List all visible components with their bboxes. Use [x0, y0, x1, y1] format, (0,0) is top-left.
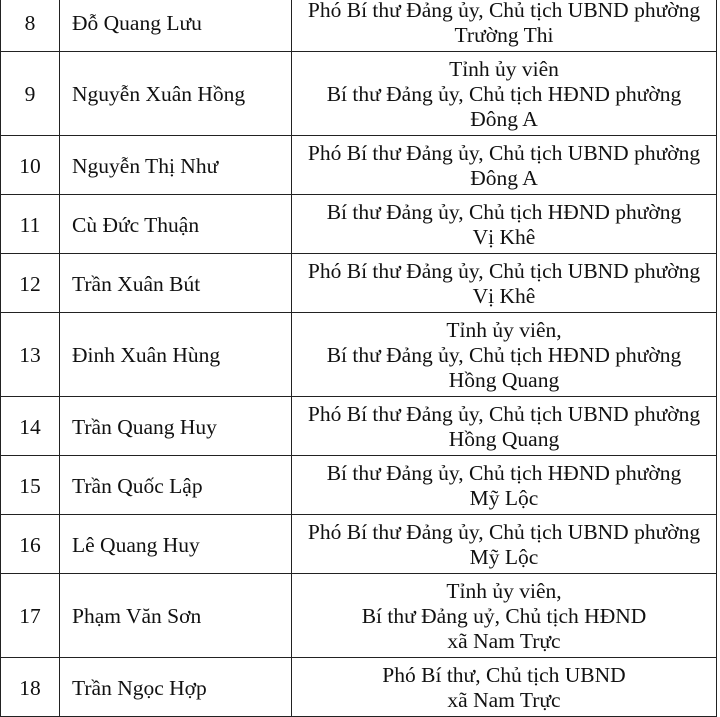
position-line: Phó Bí thư Đảng ủy, Chủ tịch UBND phường [307, 259, 701, 283]
table-row [1, 195, 717, 254]
person-name: Lê Quang Huy [60, 515, 292, 574]
position-line: Bí thư Đảng uỷ, Chủ tịch HĐND [361, 604, 647, 628]
row-number: 12 [1, 254, 60, 313]
row-number: 18 [1, 658, 60, 717]
position-line: Tỉnh ủy viên, [446, 318, 562, 342]
row-number: 10 [1, 136, 60, 195]
position-cell [292, 515, 717, 574]
position-cell [292, 195, 717, 254]
position-cell [292, 397, 717, 456]
table-row [1, 456, 717, 515]
table-row [1, 574, 717, 658]
position-line: Vị Khê [472, 284, 536, 308]
position-line: xã Nam Trực [447, 688, 561, 712]
position-line: Phó Bí thư Đảng ủy, Chủ tịch UBND phường [307, 141, 701, 165]
row-number: 13 [1, 313, 60, 397]
person-name: Nguyễn Thị Như [60, 136, 292, 195]
position-line: Đông A [470, 107, 538, 131]
row-number: 8 [1, 0, 60, 52]
table-row [1, 658, 717, 717]
position-line: Tỉnh ủy viên [449, 57, 559, 81]
table-row [1, 136, 717, 195]
table-row [1, 397, 717, 456]
position-line: xã Nam Trực [447, 629, 561, 653]
row-number: 9 [1, 52, 60, 136]
table-row [1, 515, 717, 574]
position-line: Đông A [470, 166, 538, 190]
row-number: 14 [1, 397, 60, 456]
position-line: Bí thư Đảng ủy, Chủ tịch HĐND phường [326, 200, 682, 224]
position-cell [292, 313, 717, 397]
position-line: Mỹ Lộc [469, 545, 539, 569]
person-name: Đinh Xuân Hùng [60, 313, 292, 397]
position-cell [292, 658, 717, 717]
position-cell [292, 574, 717, 658]
position-cell [292, 0, 717, 52]
position-line: Phó Bí thư Đảng ủy, Chủ tịch UBND phường [307, 0, 701, 22]
position-line: Trường Thi [454, 23, 554, 47]
person-name: Phạm Văn Sơn [60, 574, 292, 658]
person-name: Nguyễn Xuân Hồng [60, 52, 292, 136]
row-number: 16 [1, 515, 60, 574]
person-name: Cù Đức Thuận [60, 195, 292, 254]
position-line: Phó Bí thư Đảng ủy, Chủ tịch UBND phường [307, 520, 701, 544]
person-name: Trần Quốc Lập [60, 456, 292, 515]
person-name: Đỗ Quang Lưu [60, 0, 292, 52]
position-line: Phó Bí thư Đảng ủy, Chủ tịch UBND phường [307, 402, 701, 426]
position-line: Tỉnh ủy viên, [446, 579, 562, 603]
position-line: Bí thư Đảng ủy, Chủ tịch HĐND phường [326, 343, 682, 367]
personnel-table-body [1, 0, 717, 717]
person-name: Trần Xuân Bút [60, 254, 292, 313]
position-line: Mỹ Lộc [469, 486, 539, 510]
position-line: Phó Bí thư, Chủ tịch UBND [382, 663, 626, 687]
row-number: 11 [1, 195, 60, 254]
position-cell [292, 136, 717, 195]
table-row [1, 254, 717, 313]
position-line: Hồng Quang [448, 427, 560, 451]
table-row [1, 52, 717, 136]
person-name: Trần Quang Huy [60, 397, 292, 456]
position-line: Vị Khê [472, 225, 536, 249]
row-number: 15 [1, 456, 60, 515]
person-name: Trần Ngọc Hợp [60, 658, 292, 717]
position-line: Bí thư Đảng ủy, Chủ tịch HĐND phường [326, 82, 682, 106]
table-row [1, 313, 717, 397]
position-cell [292, 254, 717, 313]
position-line: Bí thư Đảng ủy, Chủ tịch HĐND phường [326, 461, 682, 485]
position-cell [292, 456, 717, 515]
position-line: Hồng Quang [448, 368, 560, 392]
row-number: 17 [1, 574, 60, 658]
table-row [1, 0, 717, 52]
position-cell [292, 52, 717, 136]
